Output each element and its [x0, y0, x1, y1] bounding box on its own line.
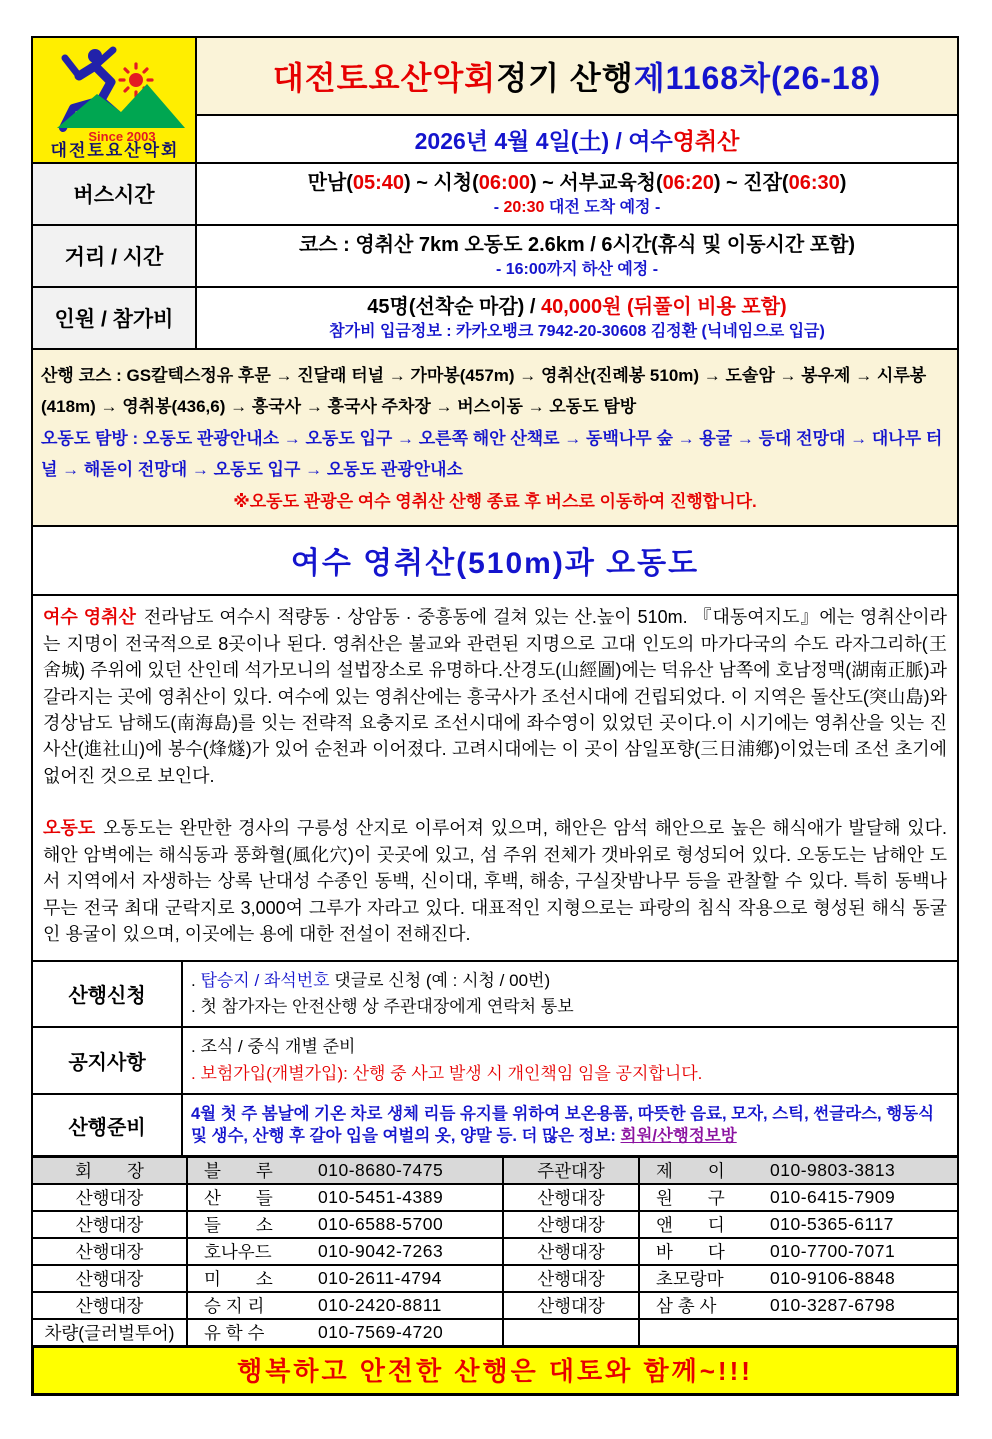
distance-time-content: [197, 226, 957, 286]
contact-row: [33, 1239, 957, 1266]
paragraph-odongdo: [43, 815, 947, 947]
capacity-fee-line2: 참가비 입금정보 : 카카오뱅크 7942-20-30608 김정환 (닉네임으로 입금): [329, 322, 825, 340]
notice-table: [31, 960, 959, 1157]
section-title: 여수 영취산(510m)과 오동도: [31, 525, 959, 596]
odongdo-tour-line: 오동도 탐방 : 오동도 관광안내소 → 오동도 입구 → 오른쪽 해안 산책로 → 동백나무 숲 → 용굴 → 등대 전망대 → 대나무 터널 → 해돋이 전망대 → 오동도 입구 → 오동도 관광안내소: [41, 428, 943, 480]
contact-person: [640, 1239, 957, 1264]
contact-role: 산행대장: [504, 1266, 640, 1291]
bus-time-content: [197, 164, 957, 224]
contact-name: 승 지 리: [204, 1296, 265, 1316]
contact-person: [640, 1320, 957, 1345]
contact-role: 차량(글러벌투어): [33, 1320, 188, 1345]
contact-phone: 010-2420-8811: [318, 1295, 442, 1315]
apply-content: [183, 962, 957, 1027]
contact-role: [504, 1320, 640, 1345]
contact-person: [640, 1293, 957, 1318]
contact-name: 호나우드: [204, 1242, 272, 1262]
distance-time-row: [33, 226, 957, 288]
hiking-course-line: 산행 코스 : GS칼텍스정유 후문 → 진달래 터널 → 가마봉(457m) → 영취산(진례봉 510m) → 도솔암 → 봉우제 → 시루봉(418m) → 영취봉(436,6) → 흥국사 → 흥국사 주차장 → 버스이동 → 오동도 탐방: [41, 366, 927, 417]
contact-phone: 010-3287-6798: [770, 1295, 896, 1315]
apply-line2: . 첫 참가자는 안전산행 상 주관대장에게 연락처 통보: [191, 996, 574, 1016]
contact-name: 앤 디: [656, 1215, 725, 1235]
contact-name: 유 학 수: [204, 1323, 265, 1343]
contact-phone: 010-5365-6117: [770, 1214, 894, 1234]
contact-role: 산행대장: [33, 1293, 188, 1318]
capacity-fee-line1: 45명(선착순 마감) / 40,000원 (뒤풀이 비용 포함): [367, 295, 787, 318]
contact-person: [188, 1185, 504, 1210]
contact-phone: 010-5451-4389: [318, 1187, 444, 1207]
apply-line1: . 탑승지 / 좌석번호 댓글로 신청 (예 : 시청 / 00번): [191, 970, 551, 990]
contact-row: [33, 1158, 957, 1185]
course-section: [31, 348, 959, 527]
contact-row: [33, 1320, 957, 1345]
contact-person: [188, 1266, 504, 1291]
contact-name: 미 소: [204, 1269, 273, 1289]
contact-role: 산행대장: [33, 1185, 188, 1210]
prep-text: 4월 첫 주 봄날에 기온 차로 생체 리듬 유지를 위하여 보온용품, 따뜻한 음료, 모자, 스틱, 썬글라스, 행동식 및 생수, 산행 후 갈아 입을 여벌의 옷, 양말 등. 더 많은 정보:: [191, 1104, 935, 1145]
contact-phone: 010-7700-7071: [770, 1241, 896, 1261]
contact-person: [188, 1320, 504, 1345]
contact-name: 산 들: [204, 1188, 273, 1208]
apply-row: [33, 962, 957, 1029]
bus-time-line2: - 20:30 대전 도착 예정 -: [493, 198, 661, 216]
header: [31, 36, 959, 164]
contact-role: 산행대장: [33, 1266, 188, 1291]
contact-name: 블 루: [204, 1161, 273, 1181]
bus-time-label: 버스시간: [33, 164, 197, 224]
contact-role: 산행대장: [504, 1293, 640, 1318]
distance-time-label: 거리 / 시간: [33, 226, 197, 286]
contact-phone: 010-2611-4794: [318, 1268, 442, 1288]
paragraph-odongdo-lead: 오동도: [43, 818, 96, 839]
info-room-link[interactable]: 회원/산행정보방: [620, 1127, 737, 1145]
contact-phone: 010-8680-7475: [318, 1160, 444, 1180]
prep-content: [183, 1095, 957, 1155]
contact-person: [188, 1158, 504, 1183]
contacts-table: [31, 1155, 959, 1347]
contact-phone: 010-9803-3813: [770, 1160, 896, 1180]
contact-role: 산행대장: [504, 1212, 640, 1237]
document-page: [31, 36, 959, 1396]
contact-person: [640, 1266, 957, 1291]
contact-person: [640, 1158, 957, 1183]
contact-phone: 010-7569-4720: [318, 1322, 444, 1342]
course-note: ※오동도 관광은 여수 영취산 산행 종료 후 버스로 이동하여 진행합니다.: [233, 491, 757, 511]
footer-banner: [31, 1345, 959, 1396]
contact-person: [188, 1293, 504, 1318]
prep-row: [33, 1095, 957, 1155]
paragraph-yeongchwisan-body: 전라남도 여수시 적량동 · 상암동 · 중흥동에 걸쳐 있는 산.높이 510m. 『대동여지도』에는 영취산이라는 지명이 전국적으로 8곳이나 된다. 영취산은 불교와 관련된 지명으로 고대 인도의 마가다국의 수도 라자그리하(王舍城) 주위에 있던 산인데 석가모니의 설법장소로 유명하다.산경도(山經圖)에는 덕유산 남쪽에 호남정맥(湖南正脈)과 갈라지는 곳에 영취산이 있다. 여수에 있는 영취산에는 흥국사가 조선시대에 건립되었다. 이 지역은 돌산도(突山島)와 경상남도 남해도(南海島)를 잇는 전략적 요충지로 조선시대에 좌수영이 있었던 곳이다.이 시기에는 영취산을 잇는 진사산(進社山)에 봉수(烽燧)가 있어 순천과 이어졌다. 고려시대에는 이 곳이 삼일포향(三日浦鄕)이었는데 조선 초기에 없어진 것으로 보인다.: [43, 607, 947, 786]
paragraph-odongdo-body: 오동도는 완만한 경사의 구릉성 산지로 이루어져 있으며, 해안은 암석 해안으로 높은 해식애가 발달해 있다. 해안 암벽에는 해식동과 풍화혈(風化穴)이 곳곳에 있고, 섬 주위 전체가 갯바위로 형성되어 있다. 오동도는 남해안 도서 지역에서 자생하는 상록 난대성 수종인 동백, 신이대, 후백, 해송, 구실잣밤나무 등을 관찰할 수 있다. 특히 동백나무는 전국 최대 군락지로 3,000여 그루가 자라고 있다. 대표적인 지형으로는 파랑의 침식 작용으로 형성된 해식 동굴인 용굴이 있으며, 이곳에는 용에 대한 전설이 전해진다.: [43, 818, 947, 945]
announce-label: 공지사항: [33, 1028, 183, 1093]
capacity-fee-label: 인원 / 참가비: [33, 288, 197, 348]
info-table: [31, 162, 959, 350]
contact-row: [33, 1266, 957, 1293]
contact-name: 삼 총 사: [656, 1296, 717, 1316]
contact-name: 초모랑마: [656, 1269, 724, 1289]
contact-name: 제 이: [656, 1161, 725, 1181]
description-section: [31, 594, 959, 961]
contact-role: 산행대장: [33, 1212, 188, 1237]
distance-time-line1: 코스 : 영취산 7km 오동도 2.6km / 6시간(휴식 및 이동시간 포함): [298, 233, 856, 256]
apply-label: 산행신청: [33, 962, 183, 1027]
contact-row: [33, 1185, 957, 1212]
prep-body: [191, 1103, 949, 1148]
announce-content: [183, 1028, 957, 1093]
contact-phone: 010-6588-5700: [318, 1214, 444, 1234]
distance-time-line2: - 16:00까지 하산 예정 -: [495, 260, 659, 278]
announce-row: [33, 1028, 957, 1095]
club-logo: [33, 38, 197, 162]
contact-role: 주관대장: [504, 1158, 640, 1183]
logo-club-name: 대전토요산악회: [50, 141, 180, 158]
logo-since: Since 2003: [88, 129, 156, 144]
footer-slogan: 행복하고 안전한 산행은 대토와 함께~!!!: [237, 1356, 753, 1386]
contact-name: 바 다: [656, 1242, 725, 1262]
contact-role: 산행대장: [504, 1239, 640, 1264]
bus-time-row: [33, 164, 957, 226]
bus-time-line1: 만남(05:40) ~ 시청(06:00) ~ 서부교육청(06:20) ~ 진잠(06:30): [307, 171, 847, 194]
capacity-fee-content: [197, 288, 957, 348]
contact-phone: 010-9106-8848: [770, 1268, 896, 1288]
contact-phone: 010-6415-7909: [770, 1187, 896, 1207]
contact-person: [188, 1239, 504, 1264]
contact-person: [640, 1185, 957, 1210]
club-logo-graphic: [39, 42, 189, 158]
contact-person: [188, 1212, 504, 1237]
contact-role: 산행대장: [33, 1239, 188, 1264]
prep-label: 산행준비: [33, 1095, 183, 1155]
announce-line2: . 보험가입(개별가입): 산행 중 사고 발생 시 개인책임 임을 공지합니다.: [191, 1063, 703, 1083]
contact-row: [33, 1293, 957, 1320]
contact-row: [33, 1212, 957, 1239]
contact-role: 회 장: [33, 1158, 188, 1183]
event-date-title: 2026년 4월 4일(土) / 여수 영취산: [414, 127, 740, 154]
contact-phone: 010-9042-7263: [318, 1241, 444, 1261]
contact-person: [640, 1212, 957, 1237]
contact-role: 산행대장: [504, 1185, 640, 1210]
capacity-fee-row: [33, 288, 957, 348]
paragraph-yeongchwisan: [43, 604, 947, 789]
paragraph-yeongchwisan-lead: 여수 영취산: [43, 607, 136, 628]
contact-name: 들 소: [204, 1215, 273, 1235]
announce-line1: . 조식 / 중식 개별 준비: [191, 1037, 356, 1057]
contact-name: 원 구: [656, 1188, 725, 1208]
main-title: 대전토요산악회 정기 산행 제1168차(26-18): [197, 38, 957, 116]
